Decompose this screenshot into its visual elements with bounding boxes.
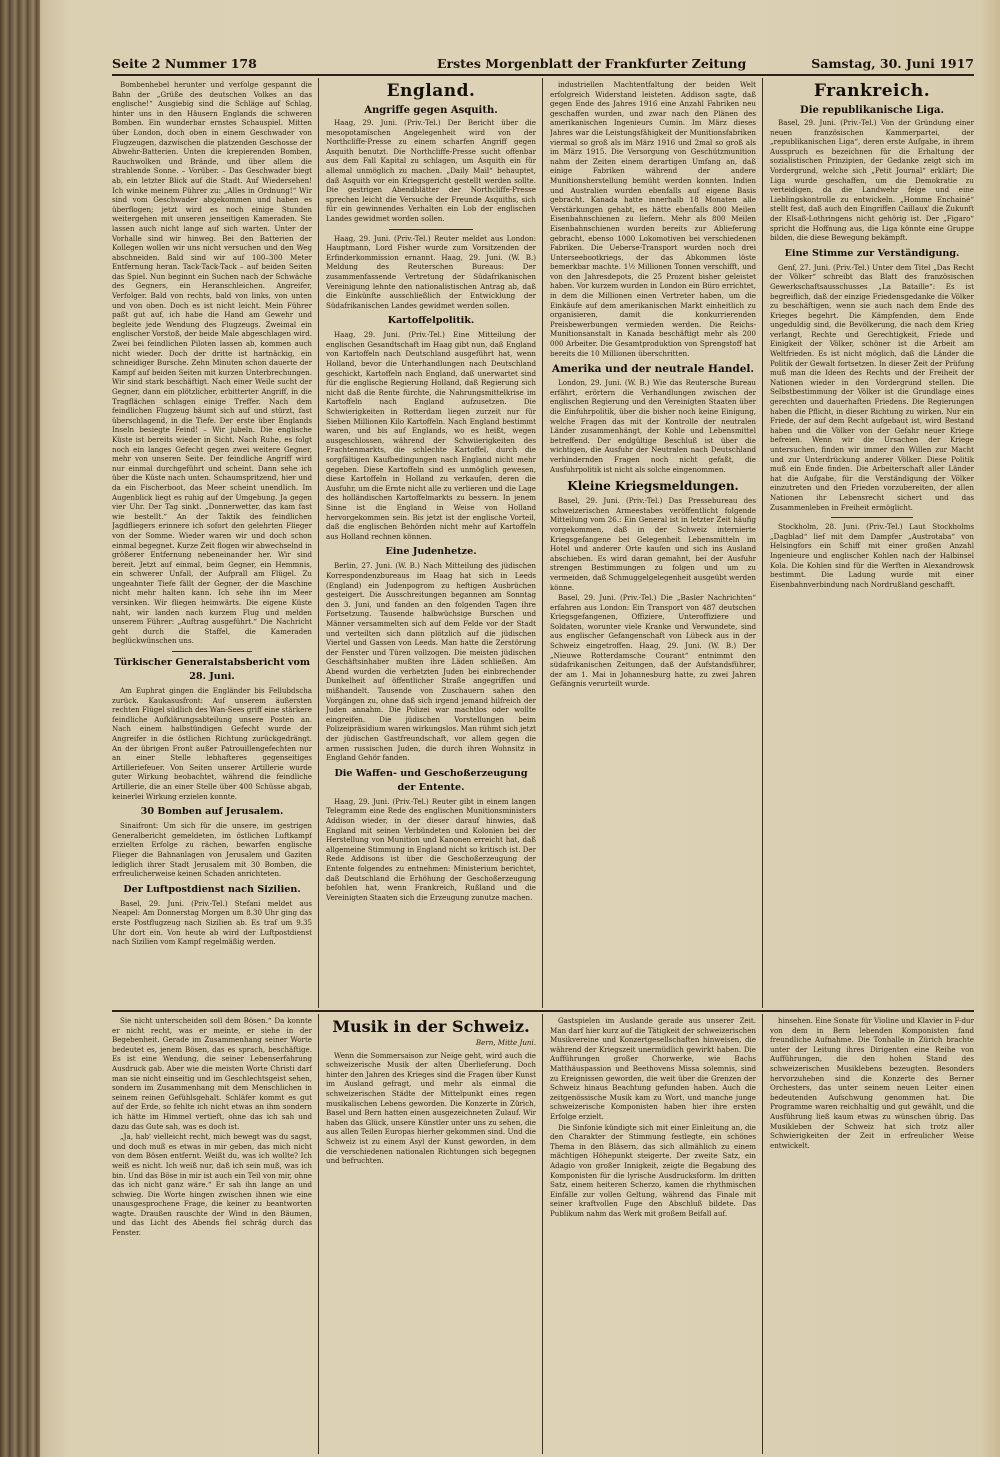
musik-dateline: Bern, Mitte Juni. <box>475 1038 536 1047</box>
column-rule <box>318 78 319 1008</box>
verstaendigung-text: Genf, 27. Juni. (Priv.-Tel.) Unter dem Titel „Das Recht der Völker“ schreibt das Blatt des französischen Gewerkschaftsausschusses „La Bataille“: Es ist begreiflich, daß der einzige Friedensgedanke die Völker zu beschäftigen, wenn sie auch nach dem Ende des Krieges begehrt. Die Kämpfenden, dem Ende ungeduldig sind, die Bevölkerung, die nach dem Krieg verlangt, Rechte und Gerechtigkeit, Friede und Einigkeit der Völker, schöner ist die Arbeit am Weltfrieden. Es ist nicht möglich, daß die Länder die Politik der Gewalt fortsetzen. In dieser Zeit der Prüfung muß man die Ideen des Rechts und der Freiheit der Nationen wieder in den Vordergrund stellen. Die Selbstbestimmung der Völker ist die Grundlage eines gerechten und dauerhaften Friedens. Die Regierungen haben die Pflicht, in dieser Richtung zu wirken. Nur ein Friede, der auf dem Recht aufgebaut ist, wird Bestand haben und die Völker von der Gefahr neuer Kriege befreien. Wenn wir die Ursachen der Kriege untersuchen, finden wir immer den Willen zur Macht und zur Unterdrückung anderer Völker. Diese Politik muß ein Ende finden. Die Arbeiterschaft aller Länder hat die Aufgabe, für die Verständigung der Völker einzutreten und den Frieden vorzubereiten, der allen Nationen ihr Lebensrecht sichert und das Zusammenleben in Freiheit ermöglicht. <box>770 262 974 512</box>
kriegsmeldungen-text-2: Basel, 29. Juni. (Priv.-Tel.) Die „Basler Nachrichten“ erfahren aus London: Ein Transport von 487 deutschen Kriegsgefangenen, Offiziere, Unteroffiziere und Soldaten, worunter viele Kranke und Verwundete, sind aus englischer Gefangenschaft von Lübeck aus in der Schweiz eingetroffen. Haag, 29. Juni. (W. B.) Der „Nieuwe Rotterdamsche Courant“ entnimmt den südafrikanischen Zeitungen, daß der Aufstandsführer, der am 1. Mai in Johannesburg hatte, zu zwei Jahren Gefängnis verurteilt wurde. <box>550 593 756 689</box>
story-text-2: „Ja, hab' vielleicht recht, mich bewegt was du sagst, und doch muß es etwas in mir geben, das mich nicht von dem Bösen entfernt. Weißt du, was ich wollte? Ich weiß es nicht. Ich weiß nur, daß ich sein muß, was ich bin. Und das Böse in mir ist auch ein Teil von mir, ohne das ich nicht ganz wäre.“ Er sah ihn lange an und schwieg. Die Worte hingen zwischen ihnen wie eine unausgesprochene Frage, die keiner zu beantworten wagte. Draußen rauschte der Wind in den Bäumen, und das Licht des Abends fiel schräg durch das Fenster. <box>112 1132 312 1238</box>
amerika-text: London, 29. Juni. (W. B.) Wie das Reutersche Bureau erfährt, erörtern die Verhandlungen zwischen der englischen Regierung und den Vereinigten Staaten über die Einfuhrpolitik, über die bisher noch keine Einigung, welche Fragen das mit der Kontrolle der neutralen Länder zusammenhängt, der Kohle und Lebensmittel betreffend. Der endgültige Beschluß ist über die wichtigen, die Ausfuhr der Neutralen nach Deutschland verhindernden Fragen noch nicht gefaßt, die Ausfuhrpolitik ist nicht als solche eingenommen. <box>550 378 756 474</box>
feuilleton-rule <box>112 1010 974 1012</box>
sizilien-text: Basel, 29. Juni. (Priv.-Tel.) Stefani meldet aus Neapel: Am Donnerstag Morgen um 8.30 Uhr ging das erste Postflugzeug nach Sizilien ab. Es traf um 9.35 Uhr dort ein. Von heute ab wird der Luftpostdienst nach Sizilien vom Kampf regelmäßig werden. <box>112 898 312 947</box>
waffen-heading: Die Waffen- und Geschoßerzeugung der Entente. <box>334 767 528 793</box>
column-4 <box>770 80 974 1008</box>
jerusalem-text: Sinaifront: Um sich für die unsere, im gestrigen Generalbericht gemeldeten, im östlichen Luftkampf erzielten Erfolge zu rächen, bewarfen englische Flieger die Bahnanlagen von Jerusalem und Gaziten lediglich ihrer Stadt Jerusalem mit 30 Bomben, die erfreulicherweise keinen Schaden anrichteten. <box>112 821 312 879</box>
asquith-text: Haag, 29. Juni. (Priv.-Tel.) Der Bericht über die mesopotamischen Angelegenheit wird von der Northcliffe-Presse zu einem scharfen Angriff gegen Asquith benutzt. Die Northcliffe-Presse sucht offenbar aus dem Fall Kapital zu schlagen, um Asquith ein für allemal unmöglich zu machen. „Daily Mail“ behauptet, daß Asquith vor ein Kriegsgericht gestellt werden sollte. Die gestrigen Abendblätter der Northcliffe-Presse sprechen leicht die Versuche der Freunde Asquiths, sich für ein gewinnendes Verhalten ein Lob der englischen Landes gewidmet worden sollen. <box>326 118 536 223</box>
column-rule <box>762 1014 763 1454</box>
verstaendigung-heading: Eine Stimme zur Verständigung. <box>784 247 960 259</box>
war-report-text: Bombenhebel herunter und verfolge gespannt die Bahn der „Grüße des deutschen Volkes an das englische!“ Ausgiebig sind die Schläge auf Schlag, hinter uns in den Häusern Englands die schweren Bomben. Ein wunderbar ernstes Schauspiel. Mitten über London, doch oben in einem Geschwader von Flugzeugen, dazwischen die platzenden Geschosse der Abwehr-Batterien. Unten die krepierenden Bomben, Rauchwolken und Brände, und über allem die strahlende Sonne. – Vorüber. – Das Geschwader biegt ab, ein letzter Blick auf die Stadt. Auf Wiedersehen! Ich winke meinem Führer zu: „Alles in Ordnung!“ Wir sind vom Geschwader abgekommen und haben es überflogen; jetzt wird es noch einige Stunden weitergehen mit unseren jenseitigen Kameraden. Sie lassen auch nicht lange auf sich warten. Unter der Vorhalle sind wir hinweg. Bei den Batterien der Kollegen wollen wir uns nicht versuchen und den Weg abschneiden. Bald sind wir auf 100–300 Meter Entfernung heran. Tack-Tack-Tack – auf beiden Seiten das Spiel. Nun beginnt ein Suchen nach der Schwäche des Gegners, ein Heranschleichen. Angreifer, Verfolger. Bald von rechts, bald von links, von unten und von oben. Doch es ist nicht leicht. Mein Führer paßt gut auf, ich habe die Hand am Gewehr und begleite jede Wendung des Flugzeugs. Zweimal ein englischer Vorstoß, der beide Male abgeschlagen wird. Zwei bei feindlichen Piloten lassen ab, kommen auch nicht wieder. Doch der dritte ist hartnäckig, ein schneidiger Bursche. Zehn Minuten schon dauerte der Kampf auf beiden Seiten mit kurzen Unterbrechungen. Wir sind stark beschäftigt. Nach einer Weile sucht der Gegner, dann ein plötzlicher, erbitterter Angriff, in die Tragflächen schlagen einige Treffer. Nach dem feindlichen Flugzeug bäumt sich auf und stürzt, fast überschlagend, in die Tiefe. Der erste über Englands Inseln besiegte Feind! – Wir jubeln. Die englische Küste ist bereits wieder in Sicht. Nach Ruhe, es folgt noch ein langes Gefecht gegen zwei weitere Gegner, mehr von unseren Seite. Der feindliche Angriff wird nur einmal durchgeführt und scheint. Dann sehe ich über die Küste nach unten. Schaumspritzend, hier und da ein Fischerboot, das Meer scheint unendlich. Im Augenblick liegt es ruhig auf der Umgebung. Ja gegen vier Uhr. Der Tag sinkt. „Donnerwetter, das kam fast wie bestellt.“ An der Taktik des feindlichen Jagdfliegers erinnere ich sofort den gelehrten Flieger von der Somme. Wieder waren wir und doch schon einmal begegnet. Kurze Zeit flogen wir abwechselnd in größerer Entfernung nebeneinander her. Wir sind bereit. Jetzt auf einmal, beim Gegner, ein Hemmnis, ein schwerer Unfall, der Aufprall am Flügel. Zu ungeahnter Tiefe fällt der Gegner, der die Maschine nicht mehr halten kann. Ich sehe ihn im Meer versinken. Wir fliegen heimwärts. Die eigene Küste naht, wir landen nach kurzem Flug und melden unserem Führer: „Auftrag ausgeführt.“ Die Nachricht geht durch die Staffel, die Kameraden beglückwünschen uns. <box>112 80 312 646</box>
kartoffel-text: Haag, 29. Juni. (Priv.-Tel.) Eine Mitteilung der englischen Gesandtschaft im Haag gibt nun, daß England von Kartoffeln nach Deutschland ausgeführt hat, wenn Holland, bevor die Unterhandlungen nach Deutschland geschickt, Kartoffeln nach England, daß unerwartet sind für die englische Regierung Holland, daß Regierung sich nicht daß die Rente fürchte, die Nahrungsmittelkrise im Kartoffeln nach England aufzusetzen. Die Schwierigkeiten in Rotterdam liegen zurzeit nur für Sieben Millionen Kilo Kartoffeln. Nach England bestimmt waren, und bis auf Englands, wo es heißt, wegen ausgeschlossen, während der Schwiierigkeiten des Frachtenmarkts, die schlechte Kartoffel, durch die sorgfältigen Kaufbedingungen nach England nicht mehr gegeben. Diese Kartoffeln sind es unmöglich gewesen, diese Kartoffeln in Holland zu verkaufen, deren die Ausfuhr, um die Ernte nicht alle zu verlieren und die Lage des holländischen Kartoffelmarkts zu bessern. In jenem Sinne ist die England in Weise von Holland hervorgekommen sein. Bis jetzt ist der englische Vorteil, daß die englischen Behörden nicht mehr auf Kartoffeln aus Holland rechnen können. <box>326 330 536 541</box>
jerusalem-heading: 30 Bomben auf Jerusalem. <box>140 806 284 818</box>
section-divider <box>389 229 473 230</box>
kriegsmeldungen-text-1: Basel, 29. Juni. (Priv.-Tel.) Das Pressebureau des schweizerischen Armeestabes veröffentlicht folgende Mitteilung vom 26.: Ein General ist in letzter Zeit häufig vorgekommen, daß in der Schweiz internierte Kriegsgefangene bei Gelegenheit Lebensmitteln im Hotel und anderer Orte kaufen und sich ins Ausland abschieben. Es wird daran gemahnt, bei der Ausfuhr strengen Bestimmungen zu folgen und um zu vermeiden, daß Schmuggelgelegenheit ausgeübt werden könne. <box>550 496 756 592</box>
liga-subheading: Die republikanische Liga. <box>800 105 944 116</box>
feuilleton-column-2 <box>326 1016 536 1454</box>
england-short-news: Haag, 29. Juni. (Priv.-Tel.) Reuter meldet aus London: Hauptmann, Lord Fisher wurde zum Vorsitzenden der Erfinderkommission ernannt. Haag, 29. Juni. (W. B.) Meldung des Reuterschen Bureaus: Der zusammenfassende Vertretung der Südafrikanischen Vereinigung lehnte den nationalistischen Antrag ab, daß die Einkünfte ausschließlich der Entwicklung der Südafrikanischen Landes gewidmet werden sollen. <box>326 233 536 310</box>
munition-text: industriellen Machtentfaltung der beiden Welt erfolgreich Widerstand leisteten. Addison sagte, daß gegen Ende des Jahres 1916 eine Anzahl Fabriken neu geschaffen wurden, und zwar nach den Plänen des amerikanischen Ingenieurs Cumin. Im März dieses Jahres war die Leistungsfähigkeit der Munitionsfabriken viermal so groß als im März 1916 und 2mal so groß als im März 1915. Die Versorgung von Geschützmunition nahm der Zeiten einem derartigen Umfang an, daß einige Fabriken während der andere Munitionsherstellung bemüht werden konnten. Indien und Australien wurden ebenfalls auf eigene Basis gebracht. Kanada hatte innerhalb 18 Monaten alle Verstärkungen gehabt, es hätte ebenfalls 800 Meilen Eisenbahnschienen zu liefern. Mehr als 800 Meilen Eisenbahnschienen wurden bereits zur Ablieferung gebracht, ebenso 1000 Lokomotiven bei verschiedenen Fabriken. Die Ueberse-Transport wurden noch drei Unterseebootkriegs, der das Abkommen löste bemerkbar machte. 1½ Millionen Tonnen verschifft, und von den Jahresdepots, die 25 Prozent bisher geleistet haben. Vor kurzem wurden in London ein Büro errichtet, in dem die Millionen einen Vertreter haben, um die Einkäufe auf dem amerikanischen Markt einheitlich zu organisieren, damit die konkurrierenden Preisbewerbungen vermieden werden. Die Reichs-Munitionsanstalt in Kanada beschäftigt mehr als 200 000 Arbeiter. Die Gesamtproduktion von Sprengstoff hat bereits die 10 Millionen überschritten. <box>550 80 756 358</box>
judenhetze-heading: Eine Judenhetze. <box>385 546 477 558</box>
section-divider <box>831 517 913 518</box>
musik-text-1: Wenn die Sommersaison zur Neige geht, wird auch die schweizerische Musik der alten Überlieferung. Doch hinter den Jahren des Krieges sind die Fragen über Kunst im Ausland gefragt, und mehr als einmal die schweizerischen Städte der Mittelpunkt eines regen musikalischen Lebens geworden. Die Konzerte in Zürich, Basel und Bern hatten einen ausgezeichneten Zulauf. Wir haben das Glück, unsere Künstler unter uns zu sehen, die aus allen Teilen Europas hierher gekommen sind. Und die Schweiz ist zu einem Asyl der Kunst geworden, in dem die verschiedenen nationalen Richtungen sich begegnen und befruchten. <box>326 1050 536 1166</box>
judenhetze-text: Berlin, 27. Juni. (W. B.) Nach Mitteilung des jüdischen Korrespondenzbureaus im Haag hat sich in Leeds (England) ein Judenpogrom zu heftigen Ausbrüchen gesteigert. Die Ausschreitungen begannen am Sonntag den 3. Juni, und fanden an den folgenden Tagen ihre Fortsetzung. Tausende halbwüchsige Burschen und Männer versammelten sich auf dem Felde vor der Stadt und verteilten sich dann plötzlich auf die jüdischen Viertel und Gassen von Leeds. Man hatte die Zerstörung der Fenster und Türen vollzogen. Die meisten jüdischen Geschäftsinhaber mußten ihre Läden schließen. Am Abend wurden die verhetzten Juden bei einbrechender Dunkelheit auf öffentlicher Straße angegriffen und mißhandelt. Tausende von Zuschauern sahen den Vorgängen zu, ohne daß sich irgend jemand hilfreich der Juden annahm. Die Polizei war machtlos oder wollte eingreifen. Die jüdischen Vorstellungen beim Polizeipräsidium waren wirkungslos. Man rühmt sich jetzt der jüdischen Gastfreundschaft, vor allem gegen die armen russischen Juden, die durch ihren Wohnsitz in England Gehör fanden. <box>326 561 536 763</box>
feuilleton-column-4 <box>770 1016 974 1454</box>
column-rule <box>542 78 543 1008</box>
header-date: Samstag, 30. Juni 1917 <box>811 56 974 71</box>
column-rule <box>542 1014 543 1454</box>
column-2 <box>326 80 536 1008</box>
kriegsmeldungen-heading: Kleine Kriegsmeldungen. <box>567 479 739 494</box>
amerika-heading: Amerika und der neutrale Handel. <box>551 363 755 376</box>
asquith-subheading: Angriffe gegen Asquith. <box>364 105 498 116</box>
story-text-1: Sie nicht unterscheiden soll dem Bösen.“ Da konnte er nicht recht, was er meinte, er siehe in der Begebenheit. Gerade im Zusammenhang seiner Worte bedeutet es, jenem Bösen, das es sprach, beschäftige. Es ist eine Wendung, die seiner Lebenserfahrung Ausdruck gab. Aber wie die meisten Worte Christi darf man sie nicht einseitig und im Geschlechtsgeist sehen, sondern im Zusammenhang mit dem Menschlichen in seinem reinen Gefühlsgehalt. Schläfer kommt es gut auf der Erde, so fehlte ich nicht etwas an ihm sondern ich hätte im Himmel vertieft, ohne das ich sah und dazu das Gute sah, was es doch ist. <box>112 1016 312 1131</box>
section-divider <box>172 651 252 652</box>
column-3 <box>550 80 756 1008</box>
musik-text-2: Gastspielen im Auslande gerade aus unserer Zeit. Man darf hier kurz auf die Tätigkeit der schweizerischen Musikvereine und Konzertgesellschaften hinweisen, die während der Kriegszeit unermüdlich gewirkt haben. Die Aufführungen großer Chorwerke, wie Bachs Matthäuspassion und Beethovens Missa solemnis, sind zu Ereignissen geworden, die weit über die Grenzen der Schweiz hinaus Beachtung gefunden haben. Auch die zeitgenössische Musik kam zu Wort, und manche junge schweizerische Komponisten haben hier ihre ersten Erfolge erzielt. <box>550 1016 756 1121</box>
liga-text: Basel, 29. Juni. (Priv.-Tel.) Von der Gründung einer neuen französischen Kammerpartei, der „republikanischen Liga“, deren erste Aufgabe, in ihrem Ausspruch es bezeichnen für die Erhaltung der sozialistischen Prinzipien, der Gedanke zeigt sich im Vordergrund, welche sich „Petit Journal“ erklärt; Die Liga wurde geschaffen, um die Demokratie zu verteidigen, da die Landwehr feige und eine Lieblingskontrolle zu entwickeln. „Homme Enchainé“ stellt fest, daß auch den Eingriffen Caillaux' die Zukunft der Elsaß-Lothringens nicht gehörig ist. Der „Figaro“ spricht die Hoffnung aus, die Liga könnte eine Gruppe bilden, die diese Bewegung bekämpft. <box>770 118 974 243</box>
waffen-text: Haag, 29. Juni. (Priv.-Tel.) Reuter gibt in einem langen Telegramm eine Rede des englischen Munitionsministers Addison wieder, in der dieser darauf hinwies, daß England mit seinen Verbündeten und Kolonien bei der Herstellung von Munition und Kanonen erreicht hat, daß allgemeine Stimmung in England nicht so kritisch ist. Der Rede Addisons ist über die Geschoßerzeugung der Entente folgendes zu entnehmen: Ministerium berichtet, daß Deutschland die Erhöhung der Geschoßerzeugung befohlen hat, wenn Frankreich, Rußland und die Vereinigten Staaten sich die Erzeugung zunutze machen. <box>326 796 536 902</box>
page-header <box>112 56 974 74</box>
column-rule <box>762 78 763 1008</box>
kartoffel-heading: Kartoffelpolitik. <box>387 315 475 327</box>
stockholm-text: Stockholm, 28. Juni. (Priv.-Tel.) Laut Stockholms „Dagblad“ lief mit dem Dampfer „Austrotaba“ von Helsingfors ein Schiff mit einer großen Anzahl Ingenieure und englischer Kohlen nach der Halbinsel Kola. Die Kohlen sind für die Werften in Alexandrowsk bestimmt. Die Ladung wurde mit einer Eisenbahnverbindung nach Nordrußland geschafft. <box>770 522 974 589</box>
book-spine <box>0 0 40 1457</box>
musik-heading: Musik in der Schweiz. <box>332 1017 530 1036</box>
feuilleton-column-1 <box>112 1016 312 1454</box>
frankreich-heading: Frankreich. <box>813 81 931 101</box>
feuilleton-column-3 <box>550 1016 756 1454</box>
musik-text-4: hinsehen. Eine Sonate für Violine und Klavier in F-dur von dem in Bern lebenden Komponisten fand freundliche Aufnahme. Die Tonhalle in Zürich brachte unter der Leitung ihres Dirigenten eine Reihe von Aufführungen, die den hohen Stand des schweizerischen Musiklebens bezeugten. Besonders hervorzuheben sind die Konzerte des Berner Orchesters, das unter seinem neuen Leiter einen bedeutenden Aufschwung genommen hat. Die Programme waren reichhaltig und gut gewählt, und die Ausführung ließ kaum etwas zu wünschen übrig. Das Musikleben der Schweiz hat sich trotz aller Schwierigkeiten der Zeit in erfreulicher Weise entwickelt. <box>770 1016 974 1150</box>
generalstab-heading: Türkischer Generalstabsbericht vom 28. Juni. <box>113 657 311 683</box>
header-masthead: Erstes Morgenblatt der Frankfurter Zeitung <box>437 56 747 71</box>
generalstab-text: Am Euphrat gingen die Engländer bis Fellubdscha zurück. Kaukasusfront: Auf unserem äußersten rechten Flügel südlich des Wan-Sees griff eine stärkere feindliche Aufklärungsabteilung unsere Posten an. Nach einem halbstündigen Gefecht wurde der Angreifer in die östlichen Richtung zurückgedrängt. An der übrigen Front außer Patrouillengefechten nur an einer Stelle lebhafteres gegenseitiges Artilleriefeuer. Von Seiten unserer Artillerie wurde guter Wirkung beobachtet, während die feindliche Artillerie, die an einer Stelle über 400 Schüsse abgab, keinerlei Wirkung erzielen konnte. <box>112 686 312 801</box>
column-1 <box>112 80 312 1008</box>
header-rule <box>112 74 974 76</box>
header-page-number: Seite 2 Nummer 178 <box>112 56 257 71</box>
column-rule <box>318 1014 319 1454</box>
england-heading: England. <box>386 81 476 101</box>
sizilien-heading: Der Luftpostdienst nach Sizilien. <box>123 883 301 895</box>
musik-text-3: Die Sinfonie kündigte sich mit einer Einleitung an, die den Charakter der Stimmung festlegte, ein schönes Thema in den Bläsern, das sich allmählich zu einem mächtigen Höhepunkt steigerte. Der zweite Satz, ein Adagio von großer Innigkeit, zeigte die Begabung des Komponisten für die lyrische Ausdrucksform. Im dritten Satz, einem heiteren Scherzo, kamen die rhythmischen Einfälle zur vollen Geltung, während das Finale mit seiner kraftvollen Fuge den Abschluß bildete. Das Publikum nahm das Werk mit großem Beifall auf. <box>550 1122 756 1218</box>
